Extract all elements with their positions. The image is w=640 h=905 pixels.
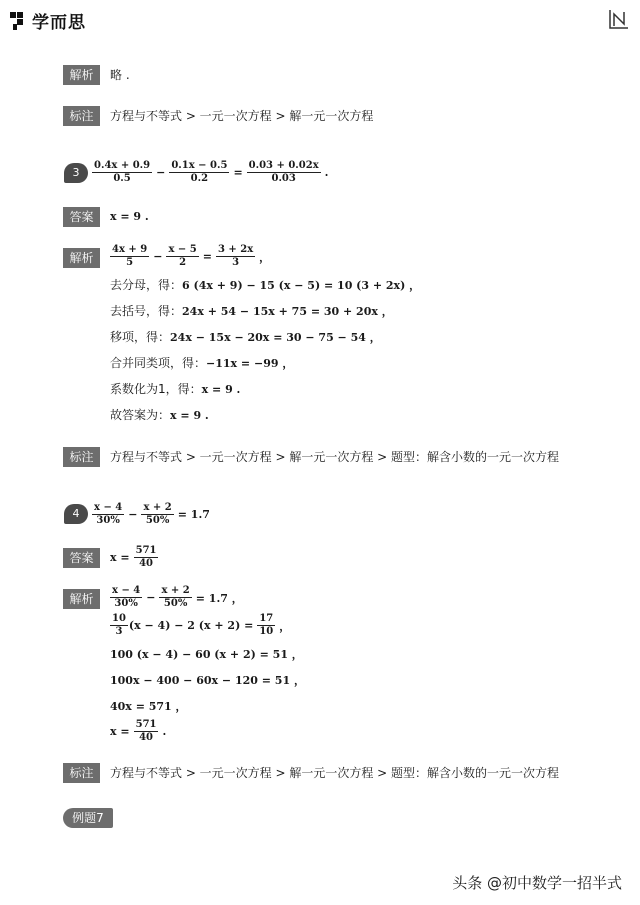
fraction: $\frac{571}{40}$	[135, 719, 157, 743]
solution-final: x = $\frac{571}{40}$ .	[110, 719, 167, 743]
question-3-equation: $\frac{0.4x + 0.9}{0.5}$ − $\frac{0.1x - 0.5}{0.2}$ = $\frac{0.03 + 0.02x}{0.03}$ .	[94, 160, 329, 184]
analysis-tag: 解析	[63, 589, 100, 609]
question-number-badge: 4	[64, 504, 88, 524]
note-tag: 标注	[63, 763, 100, 783]
corner-logo-icon	[608, 8, 630, 30]
solution-step: 合并同类项，得：−11x = −99 ，	[110, 356, 294, 370]
note-tag: 标注	[63, 106, 100, 126]
note-tag: 标注	[63, 447, 100, 467]
fraction: $\frac{571}{40}$	[135, 545, 157, 569]
fraction: $\frac{x - 4}{30\%}$	[112, 585, 141, 609]
solution-step: 去分母，得：6 (4x + 9) − 15 (x − 5) = 10 (3 + 2x) ，	[110, 278, 421, 292]
analysis-tag: 解析	[63, 248, 100, 268]
fraction: $\frac{0.1x - 0.5}{0.2}$	[171, 160, 228, 184]
logo-icon	[10, 12, 28, 30]
solution-step: 40x = 571 ，	[110, 700, 187, 713]
answer-text: x = 9 .	[110, 210, 149, 223]
fraction: $\frac{3 + 2x}{3}$	[217, 244, 254, 268]
answer-text: x = $\frac{571}{40}$	[110, 545, 157, 569]
solution-step: 故答案为：x = 9 .	[110, 408, 209, 422]
note-text: 方程与不等式 > 一元一次方程 > 解一元一次方程 > 题型：解含小数的一元一次方程	[110, 450, 560, 464]
fraction: $\frac{10}{3}$	[112, 613, 126, 637]
question-number-badge: 3	[64, 163, 88, 183]
solution-first-line: $\frac{4x + 9}{5}$ − $\frac{x - 5}{2}$ = $\frac{3 + 2x}{3}$ ，	[112, 244, 271, 268]
brand-logo	[10, 8, 86, 33]
fraction: $\frac{4x + 9}{5}$	[112, 244, 148, 268]
solution-step: $\frac{10}{3}$ (x − 4) − 2 (x + 2) = $\frac{17}{10}$ ，	[112, 613, 291, 637]
fraction: $\frac{17}{10}$	[259, 613, 274, 637]
note-text: 方程与不等式 > 一元一次方程 > 解一元一次方程 > 题型：解含小数的一元一次方程	[110, 766, 560, 780]
answer-tag: 答案	[63, 207, 100, 227]
brand-name: 学而思	[32, 13, 86, 33]
solution-step: 100x − 400 − 60x − 120 = 51 ，	[110, 674, 305, 687]
note-text: 方程与不等式 > 一元一次方程 > 解一元一次方程	[110, 109, 374, 123]
solution-step: 系数化为1，得：x = 9 .	[110, 382, 241, 396]
watermark-text: 头条 @初中数学一招半式	[452, 874, 622, 892]
fraction: $\frac{x + 2}{50\%}$	[161, 585, 190, 609]
solution-step: 移项，得：24x − 15x − 20x = 30 − 75 − 54 ，	[110, 330, 381, 344]
solution-step: 100 (x − 4) − 60 (x + 2) = 51 ，	[110, 648, 303, 661]
question-4-equation: $\frac{x - 4}{30\%}$ − $\frac{x + 2}{50\%}$ = 1.7	[94, 502, 210, 526]
analysis-tag: 解析	[63, 65, 100, 85]
fraction: $\frac{x + 2}{50\%}$	[143, 502, 172, 526]
example-badge: 例题7	[63, 808, 113, 828]
answer-tag: 答案	[63, 548, 100, 568]
analysis-text: 略 .	[110, 68, 130, 82]
fraction: $\frac{0.4x + 0.9}{0.5}$	[94, 160, 151, 184]
fraction: $\frac{0.03 + 0.02x}{0.03}$	[248, 160, 319, 184]
solution-step: 去括号，得：24x + 54 − 15x + 75 = 30 + 20x ，	[110, 304, 393, 318]
fraction: $\frac{x - 4}{30\%}$	[94, 502, 123, 526]
fraction: $\frac{x - 5}{2}$	[168, 244, 197, 268]
solution-first-line: $\frac{x - 4}{30\%}$ − $\frac{x + 2}{50\%}$ = 1.7 ，	[112, 585, 243, 609]
